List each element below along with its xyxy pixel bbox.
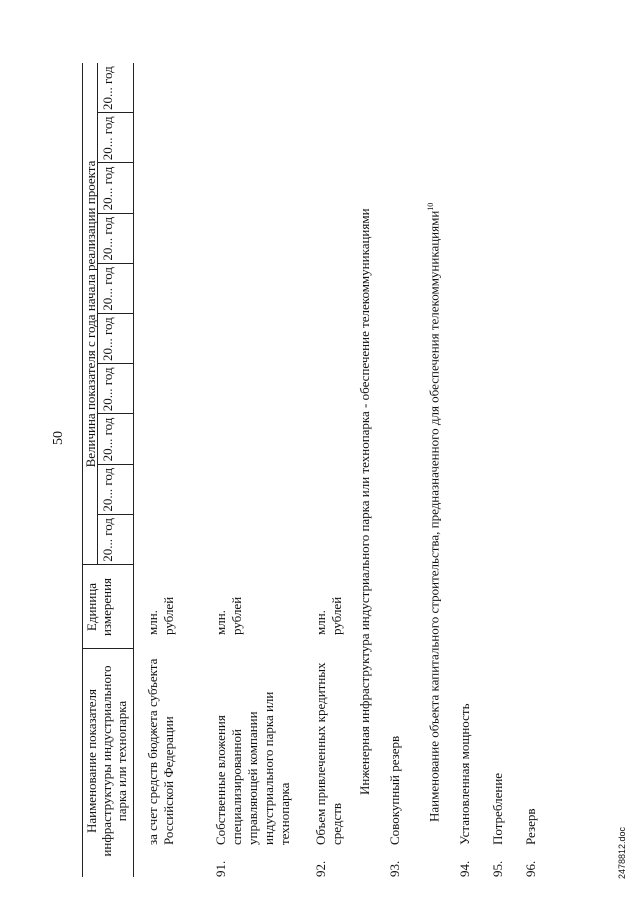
- year-column-divider: [97, 313, 133, 314]
- row-budget-subject-unit: млн. рублей: [145, 596, 176, 635]
- row-96-name: Резерв: [523, 808, 538, 845]
- row-budget-subject-name: за счет средств бюджета субъекта Российской Федерации: [145, 658, 176, 845]
- year-column-header: 20... год: [100, 317, 115, 361]
- year-column-divider: [97, 413, 133, 414]
- row-91-name: Собственные вложения специализированной управляющей компании индустриального парка или технопарка: [213, 691, 292, 845]
- year-column-header: 20... год: [100, 166, 115, 211]
- year-column-divider: [97, 112, 133, 113]
- row-95-name: Потребление: [490, 772, 505, 845]
- object-title: [423, 22, 442, 822]
- header-name-column: Наименование показателя инфраструктуры индустриального парка или технопарка: [84, 665, 129, 857]
- document-id: 2478812.doc: [617, 826, 627, 879]
- footnote-mark: 10: [426, 202, 435, 211]
- row-92-number: 92.: [313, 860, 328, 877]
- row-91-unit: млн. рублей: [213, 596, 244, 635]
- year-column-divider: [97, 162, 133, 163]
- row-91-number: 91.: [213, 860, 228, 877]
- row-93-name: Совокупный резерв: [387, 735, 402, 845]
- year-column-header: 20... год: [100, 116, 115, 161]
- year-column-divider: [97, 213, 133, 214]
- values-column-left-border: [82, 564, 133, 565]
- year-column-header: 20... год: [100, 66, 115, 110]
- year-column-header: 20... год: [100, 367, 115, 412]
- row-94-name: Установленная мощность: [457, 703, 472, 845]
- row-93-number: 93.: [387, 860, 402, 877]
- year-column-divider: [97, 263, 133, 264]
- row-92-unit: млн. рублей: [313, 596, 344, 635]
- header-values-column: Величина показателя с года начала реализации проекта: [83, 160, 98, 468]
- row-94-number: 94.: [457, 860, 472, 877]
- row-92-name: Объем привлеченных кредитных средств: [313, 662, 344, 845]
- section-telecom-title: Инженерная инфраструктура индустриального парка или технопарка - обеспечение телекоммуникациями: [357, 208, 372, 795]
- object-title-text: Наименование объекта капитального строительства, предназначенного для обеспечения телекоммуникациями: [426, 210, 442, 822]
- row-96-number: 96.: [523, 860, 538, 877]
- year-column-divider: [97, 464, 133, 465]
- year-column-header: 20... год: [100, 216, 115, 261]
- page-number: 50: [51, 431, 66, 445]
- year-column-header: 20... год: [100, 267, 115, 311]
- year-column-header: 20... год: [100, 518, 115, 562]
- row-95-number: 95.: [490, 860, 505, 877]
- year-column-divider: [97, 363, 133, 364]
- rotated-table-page: [49, 15, 627, 885]
- unit-column-left-border: [82, 648, 133, 649]
- year-column-divider: [97, 514, 133, 515]
- header-bottom-border: [133, 63, 134, 877]
- year-column-header: 20... год: [100, 467, 115, 512]
- header-unit-column: Единица измерения: [84, 577, 114, 637]
- year-column-header: 20... год: [100, 417, 115, 462]
